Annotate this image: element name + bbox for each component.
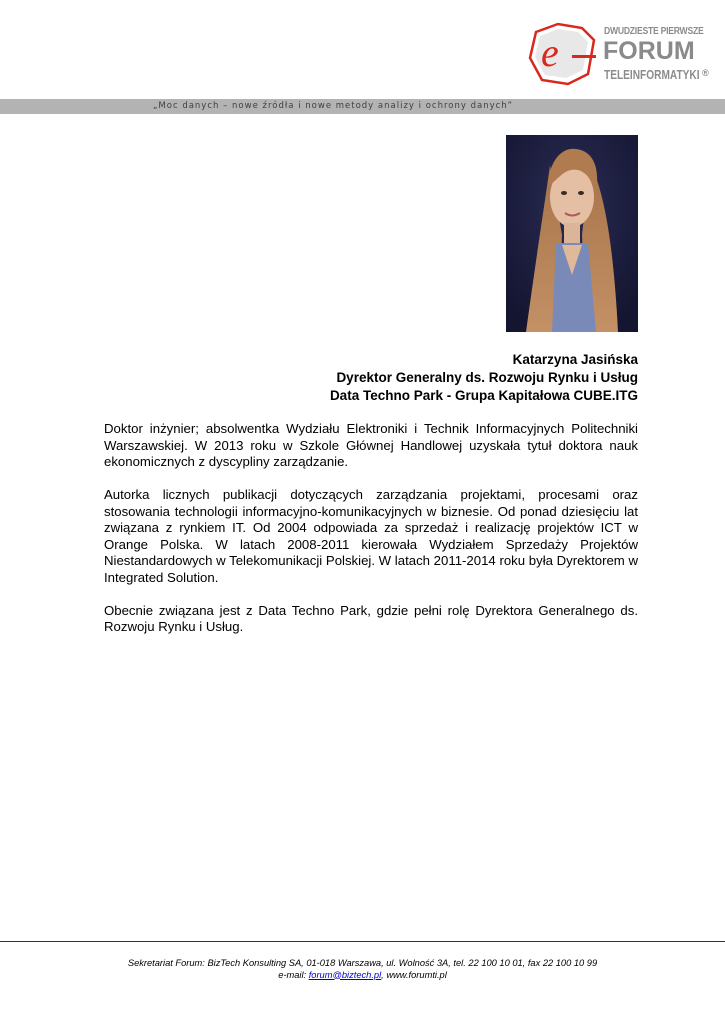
forum-logo-icon xyxy=(528,22,600,86)
profile-heading xyxy=(330,351,638,405)
logo-line-top: DWUDZIESTE PIERWSZE xyxy=(604,25,704,37)
website-link[interactable]: www.forumti.pl xyxy=(386,969,447,980)
email-label: e-mail: xyxy=(278,969,309,980)
portrait-photo xyxy=(506,135,638,332)
person-position: Dyrektor Generalny ds. Rozwoju Rynku i Usług xyxy=(336,370,638,385)
logo-line-bottom: TELEINFORMATYKI xyxy=(604,67,700,82)
footer-separator: , xyxy=(381,969,387,980)
tagline-banner xyxy=(0,99,725,114)
logo-line-main: FORUM xyxy=(603,37,695,65)
forum-logo xyxy=(528,18,713,90)
person-company: Data Techno Park - Grupa Kapitałowa CUBE.ITG xyxy=(329,388,638,403)
bio-paragraph: Doktor inżynier; absolwentka Wydziału Elektroniki i Technik Informacyjnych Politechniki Warszawskiej. W 2013 roku w Szkole Głównej Handlowej uzyskała tytuł doktora nauk ekonomicznych z dyscypliny zarządzanie. xyxy=(104,421,638,469)
registered-mark: ® xyxy=(702,68,709,78)
biography xyxy=(104,421,638,652)
footer-divider xyxy=(0,941,725,942)
person-name: Katarzyna Jasińska xyxy=(512,352,638,367)
bio-paragraph: Obecnie związana jest z Data Techno Park, gdzie pełni rolę Dyrektora Generalnego ds. Rozwoju Rynku i Usług. xyxy=(104,602,638,634)
logo-letter: e xyxy=(541,30,559,75)
bio-paragraph: Autorka licznych publikacji dotyczących zarządzania projektami, procesami oraz stosowania technologii informacyjno-komunikacyjnych w biznesie. Od ponad dziesięciu lat związana z rynkiem IT. Od 2004 odpowiada za sprzedaż i realizację projektów ICT w Orange Polska. W latach 2008-2011 kierowała Wydziałem Sprzedaży Projektów Niestandardowych w Telekomunikacji Polskiej. W latach 2011-2014 roku była Dyrektorem w Integrated Solution. xyxy=(104,487,638,585)
footer-address: Sekretariat Forum: BizTech Konsulting SA, 01-018 Warszawa, ul. Wolność 3A, tel. 22 100 10 01, fax 22 100 10 99 xyxy=(127,958,598,968)
footer-contact xyxy=(0,970,725,982)
tagline-text: „Moc danych – nowe źródła i nowe metody analizy i ochrony danych” xyxy=(153,101,514,111)
footer xyxy=(0,958,725,981)
email-link[interactable]: forum@biztech.pl xyxy=(308,969,382,980)
